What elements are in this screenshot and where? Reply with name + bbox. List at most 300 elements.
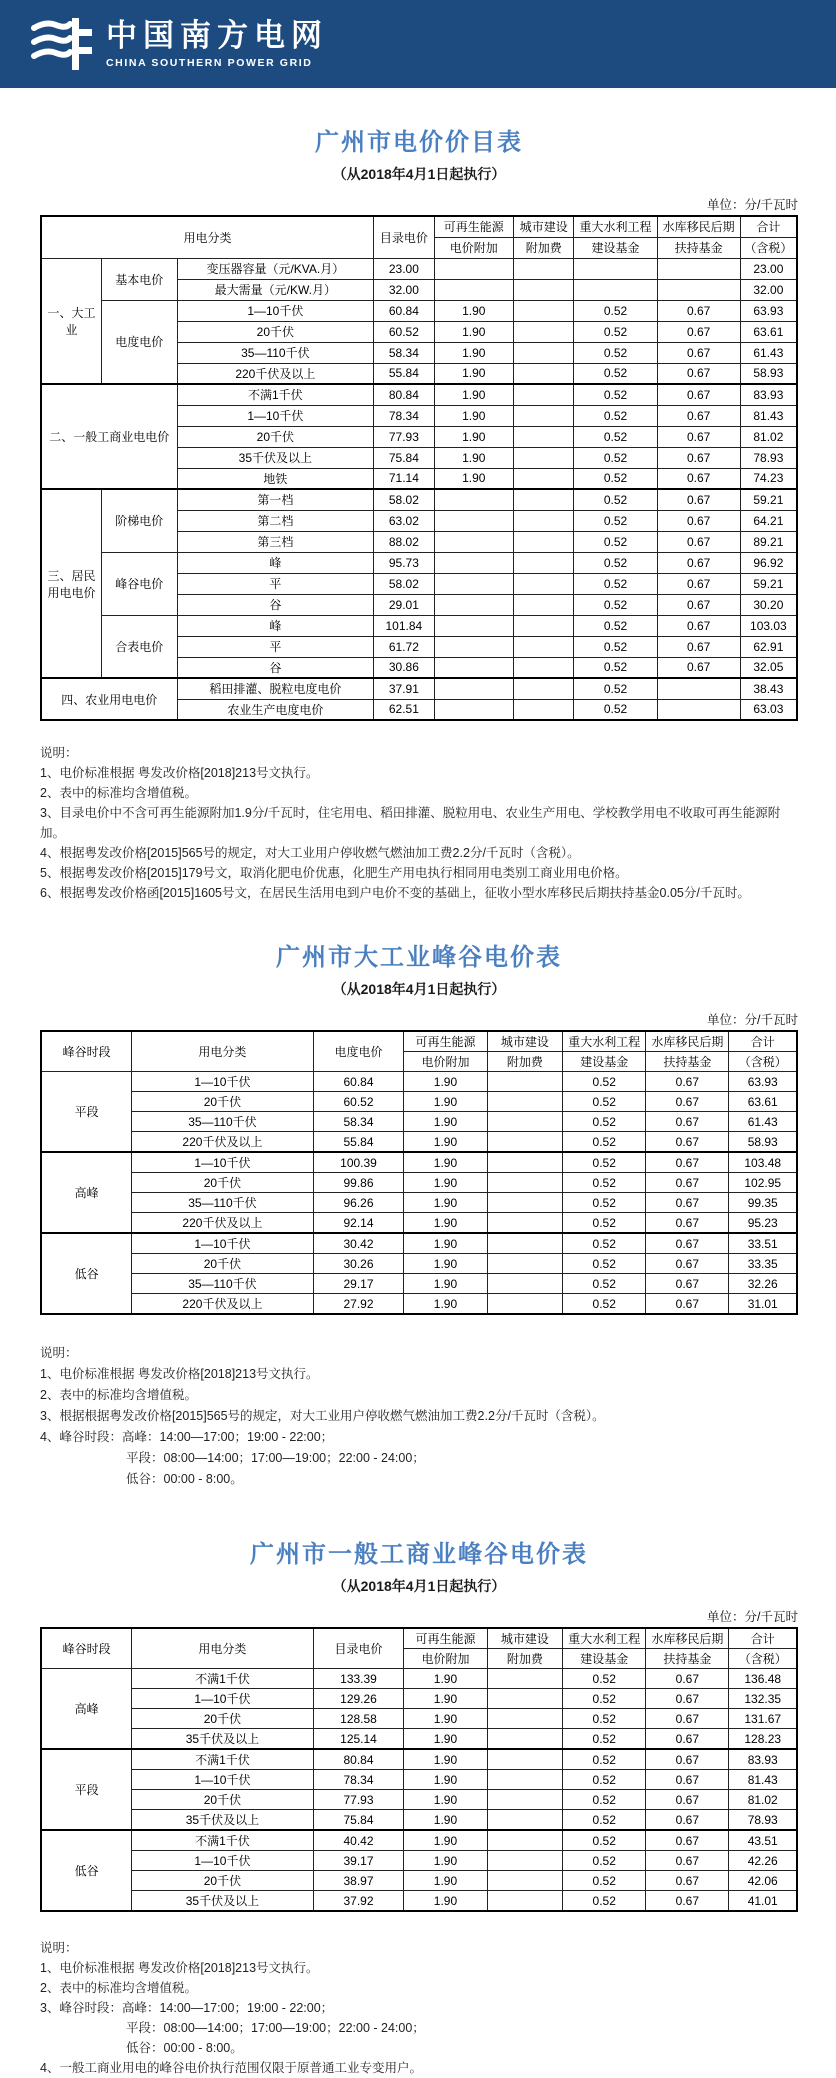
- cell: 0.52: [563, 1770, 646, 1790]
- header-cell: 用电分类: [41, 216, 374, 258]
- cell: [513, 426, 573, 447]
- table-row: [41, 678, 797, 699]
- price-table: [40, 1030, 798, 1315]
- price-table: [40, 1627, 798, 1912]
- cell: 0.52: [563, 1709, 646, 1729]
- cell: 23.00: [740, 258, 797, 279]
- table-row: [41, 1689, 797, 1709]
- cell: 0.52: [574, 468, 657, 489]
- cell: 0.52: [563, 1152, 646, 1173]
- cell: [434, 258, 513, 279]
- note-item: 3、根据根据粤发改价格[2015]565号的规定，对大工业用户停收燃气燃油加工费2.2分/千瓦时（含税）。: [40, 1409, 605, 1423]
- header-cell: 可再生能源: [404, 1628, 487, 1649]
- note-item: 4、根据粤发改价格[2015]565号的规定，对大工业用户停收燃气燃油加工费2.2分/千瓦时（含税）。: [40, 846, 580, 860]
- header-cell: 水库移民后期: [646, 1031, 729, 1052]
- cell: 0.52: [574, 321, 657, 342]
- cell: 峰谷电价: [101, 552, 177, 615]
- cell: [513, 699, 573, 720]
- cell: [487, 1213, 563, 1234]
- note-subline: 低谷：00:00 - 8:00。: [126, 2041, 243, 2055]
- cell: 0.67: [657, 363, 740, 384]
- header-cell: 附加费: [487, 1052, 563, 1072]
- cell: 131.67: [729, 1709, 797, 1729]
- cell: 1.90: [434, 321, 513, 342]
- cell: 60.52: [374, 321, 434, 342]
- table-row: [41, 1132, 797, 1153]
- cell: [513, 573, 573, 594]
- cell: 55.84: [313, 1132, 404, 1153]
- cell: [434, 657, 513, 678]
- header-cell: 水库移民后期: [657, 216, 740, 237]
- cell: 0.52: [574, 573, 657, 594]
- table-row: [41, 1669, 797, 1689]
- table-header-row: [41, 1031, 797, 1052]
- cell: 78.34: [313, 1770, 404, 1790]
- cell: 平段: [41, 1072, 132, 1153]
- cell: 83.93: [740, 384, 797, 405]
- cell: [513, 510, 573, 531]
- cell: 不满1千伏: [132, 1669, 313, 1689]
- note-item: 2、表中的标准均含增值税。: [40, 1981, 197, 1995]
- cell: [434, 636, 513, 657]
- cell: 0.67: [646, 1871, 729, 1891]
- cell: [487, 1689, 563, 1709]
- cell: 35—110千伏: [132, 1193, 313, 1213]
- cell: 0.67: [657, 321, 740, 342]
- notes-heading: 说明：: [40, 1941, 78, 1955]
- cell: 61.43: [729, 1112, 797, 1132]
- cell: 35千伏及以上: [177, 447, 374, 468]
- cell: 0.67: [657, 405, 740, 426]
- header-cell: 重大水利工程: [563, 1031, 646, 1052]
- cell: 39.17: [313, 1851, 404, 1871]
- cell: 29.17: [313, 1274, 404, 1294]
- cell: 0.67: [646, 1790, 729, 1810]
- cell: 81.43: [729, 1770, 797, 1790]
- table-row: [41, 300, 797, 321]
- cell: [487, 1173, 563, 1193]
- table-row: [41, 1830, 797, 1851]
- unit-label: 单位：分/千瓦时: [707, 1013, 798, 1027]
- cell: [434, 510, 513, 531]
- cell: 0.52: [574, 615, 657, 636]
- cell: [434, 279, 513, 300]
- table-row: [41, 384, 797, 405]
- cell: 128.58: [313, 1709, 404, 1729]
- cell: 132.35: [729, 1689, 797, 1709]
- header-cell: 电价附加: [434, 237, 513, 258]
- cell: [487, 1112, 563, 1132]
- note-item: 1、电价标准根据 粤发改价格[2018]213号文执行。: [40, 1961, 319, 1975]
- cell: 81.02: [729, 1790, 797, 1810]
- cell: 20千伏: [177, 426, 374, 447]
- cell: 96.92: [740, 552, 797, 573]
- cell: 1.90: [404, 1132, 487, 1153]
- table-header-row: [41, 216, 797, 237]
- header-cell: 电价附加: [404, 1052, 487, 1072]
- cell: [487, 1254, 563, 1274]
- cell: 基本电价: [101, 258, 177, 300]
- cell: [513, 594, 573, 615]
- table-row: [41, 1871, 797, 1891]
- header-cell: 城市建设: [487, 1628, 563, 1649]
- table-row: [41, 1213, 797, 1234]
- cell: 1.90: [404, 1274, 487, 1294]
- cell: 30.20: [740, 594, 797, 615]
- cell: 62.91: [740, 636, 797, 657]
- cell: 1.90: [404, 1790, 487, 1810]
- table-row: [41, 1770, 797, 1790]
- table-row: [41, 1254, 797, 1274]
- cell: [434, 489, 513, 510]
- header-cell: 扶持基金: [657, 237, 740, 258]
- cell: 58.02: [374, 573, 434, 594]
- cell: 220千伏及以上: [132, 1132, 313, 1153]
- cell: 20千伏: [132, 1790, 313, 1810]
- note-item: 2、表中的标准均含增值税。: [40, 1388, 197, 1402]
- cell: [487, 1891, 563, 1912]
- cell: 1.90: [404, 1152, 487, 1173]
- cell: 0.52: [563, 1689, 646, 1709]
- cell: 37.92: [313, 1891, 404, 1912]
- cell: [487, 1790, 563, 1810]
- cell: 平: [177, 573, 374, 594]
- cell: 220千伏及以上: [132, 1213, 313, 1234]
- cell: [434, 573, 513, 594]
- cell: 0.67: [646, 1709, 729, 1729]
- header-cell: 电度电价: [313, 1031, 404, 1072]
- table-row: [41, 489, 797, 510]
- cell: 63.61: [740, 321, 797, 342]
- cell: [487, 1810, 563, 1831]
- cell: [487, 1274, 563, 1294]
- cell: [434, 678, 513, 699]
- cell: 1.90: [404, 1709, 487, 1729]
- note-item: 3、峰谷时段：高峰：14:00—17:00；19:00 - 22:00；: [40, 2001, 334, 2015]
- cell: 80.84: [313, 1749, 404, 1770]
- cell: 220千伏及以上: [177, 363, 374, 384]
- header-cell: 城市建设: [513, 216, 573, 237]
- cell: 77.93: [374, 426, 434, 447]
- cell: 63.93: [740, 300, 797, 321]
- table-row: [41, 552, 797, 573]
- header-cell: 目录电价: [313, 1628, 404, 1669]
- brand-block: [106, 19, 328, 68]
- cell: 59.21: [740, 489, 797, 510]
- cell: 0.52: [574, 657, 657, 678]
- cell: 1.90: [404, 1254, 487, 1274]
- cell: [487, 1193, 563, 1213]
- note-item: 1、电价标准根据 粤发改价格[2018]213号文执行。: [40, 766, 319, 780]
- cell: 1.90: [434, 468, 513, 489]
- cell: 101.84: [374, 615, 434, 636]
- cell: 77.93: [313, 1790, 404, 1810]
- cell: 农业生产电度电价: [177, 699, 374, 720]
- cell: 75.84: [313, 1810, 404, 1831]
- cell: [487, 1294, 563, 1315]
- table-row: [41, 1173, 797, 1193]
- cell: 0.52: [574, 426, 657, 447]
- cell: 83.93: [729, 1749, 797, 1770]
- cell: [657, 699, 740, 720]
- cell: 0.67: [646, 1233, 729, 1254]
- section-price-list: [40, 122, 798, 903]
- cell: 0.67: [646, 1830, 729, 1851]
- cell: 1.90: [434, 426, 513, 447]
- header-cell: （含税）: [729, 1052, 797, 1072]
- cell: 1.90: [404, 1092, 487, 1112]
- cell: 0.52: [563, 1254, 646, 1274]
- cell: 高峰: [41, 1669, 132, 1750]
- notes-block: [40, 1343, 798, 1490]
- note-item: 5、根据粤发改价格[2015]179号文，取消化肥电价优惠，化肥生产用电执行相同用电类别工商业用电价格。: [40, 866, 628, 880]
- page-content: [0, 122, 836, 2078]
- header-cell: 重大水利工程: [563, 1628, 646, 1649]
- cell: 35—110千伏: [177, 342, 374, 363]
- cell: 103.48: [729, 1152, 797, 1173]
- table-row: [41, 1152, 797, 1173]
- cell: 220千伏及以上: [132, 1294, 313, 1315]
- cell: 58.34: [313, 1112, 404, 1132]
- cell: 0.52: [563, 1072, 646, 1092]
- cell: 63.93: [729, 1072, 797, 1092]
- cell: 80.84: [374, 384, 434, 405]
- cell: 1—10千伏: [132, 1233, 313, 1254]
- cell: 0.67: [657, 342, 740, 363]
- note-item: 3、目录电价中不含可再生能源附加1.9分/千瓦时，住宅用电、稻田排灌、脱粒用电、农业生产用电、学校教学用电不收取可再生能源附加。: [40, 806, 781, 840]
- cell: 峰: [177, 615, 374, 636]
- cell: 89.21: [740, 531, 797, 552]
- cell: [487, 1729, 563, 1750]
- cell: 0.67: [657, 573, 740, 594]
- cell: 电度电价: [101, 300, 177, 384]
- cell: 63.02: [374, 510, 434, 531]
- cell: 78.93: [740, 447, 797, 468]
- cell: 74.23: [740, 468, 797, 489]
- cell: 30.26: [313, 1254, 404, 1274]
- cell: 1—10千伏: [132, 1770, 313, 1790]
- table-row: [41, 1233, 797, 1254]
- header-cell: 建设基金: [574, 237, 657, 258]
- cell: [487, 1669, 563, 1689]
- cell: 102.95: [729, 1173, 797, 1193]
- cell: 0.52: [574, 636, 657, 657]
- cell: 1.90: [404, 1810, 487, 1831]
- cell: 1.90: [434, 363, 513, 384]
- effective-date: （从2018年4月1日起执行）: [332, 1578, 506, 1594]
- cell: 第一档: [177, 489, 374, 510]
- notes-block: [40, 1938, 798, 2078]
- cell: 60.84: [374, 300, 434, 321]
- cell: 0.52: [574, 678, 657, 699]
- cell: 0.67: [657, 426, 740, 447]
- cell: [487, 1851, 563, 1871]
- cell: 0.67: [646, 1689, 729, 1709]
- table-row: [41, 1810, 797, 1831]
- cell: 100.39: [313, 1152, 404, 1173]
- cell: 103.03: [740, 615, 797, 636]
- cell: 1—10千伏: [132, 1152, 313, 1173]
- cell: 1.90: [404, 1294, 487, 1315]
- cell: 第二档: [177, 510, 374, 531]
- cell: [513, 363, 573, 384]
- price-table-host: [40, 215, 798, 721]
- cell: 58.93: [740, 363, 797, 384]
- header-cell: 重大水利工程: [574, 216, 657, 237]
- cell: 一、大工业: [41, 258, 101, 384]
- cell: 0.52: [563, 1669, 646, 1689]
- cell: 峰: [177, 552, 374, 573]
- header-cell: 可再生能源: [404, 1031, 487, 1052]
- cell: 96.26: [313, 1193, 404, 1213]
- cell: 0.52: [563, 1749, 646, 1770]
- cell: 63.61: [729, 1092, 797, 1112]
- cell: [513, 405, 573, 426]
- cell: [487, 1709, 563, 1729]
- cell: [434, 594, 513, 615]
- header-cell: 附加费: [513, 237, 573, 258]
- note-item: 2、表中的标准均含增值税。: [40, 786, 197, 800]
- cell: 23.00: [374, 258, 434, 279]
- cell: 33.35: [729, 1254, 797, 1274]
- cell: 0.52: [574, 300, 657, 321]
- header-cell: 用电分类: [132, 1031, 313, 1072]
- notes-heading: 说明：: [40, 1346, 78, 1360]
- cell: 30.42: [313, 1233, 404, 1254]
- note-item: 6、根据粤发改价格函[2015]1605号文，在居民生活用电到户电价不变的基础上，征收小型水库移民后期扶持基金0.05分/千瓦时。: [40, 886, 750, 900]
- cell: 1.90: [404, 1213, 487, 1234]
- cell: [487, 1092, 563, 1112]
- cell: 0.67: [646, 1851, 729, 1871]
- section-large-industry-peak-valley: [40, 937, 798, 1490]
- note-subline: 平段：08:00—14:00；17:00—19:00；22:00 - 24:00；: [126, 2021, 425, 2035]
- cell: 0.67: [657, 384, 740, 405]
- cell: 0.67: [657, 447, 740, 468]
- price-table-host: [40, 1627, 798, 1912]
- cell: 0.67: [646, 1072, 729, 1092]
- cell: 0.67: [646, 1669, 729, 1689]
- cell: 0.52: [574, 699, 657, 720]
- effective-date: （从2018年4月1日起执行）: [332, 166, 506, 182]
- cell: 38.97: [313, 1871, 404, 1891]
- cell: 42.26: [729, 1851, 797, 1871]
- cell: 42.06: [729, 1871, 797, 1891]
- table-row: [41, 1112, 797, 1132]
- cell: [513, 615, 573, 636]
- cell: 62.51: [374, 699, 434, 720]
- cell: 43.51: [729, 1830, 797, 1851]
- cell: 71.14: [374, 468, 434, 489]
- cell: 1.90: [404, 1233, 487, 1254]
- note-item: 4、峰谷时段：高峰：14:00—17:00；19:00 - 22:00；: [40, 1430, 334, 1444]
- cell: [487, 1233, 563, 1254]
- csg-logo-icon: [30, 15, 94, 73]
- cell: 1.90: [404, 1749, 487, 1770]
- cell: 78.93: [729, 1810, 797, 1831]
- cell: 20千伏: [132, 1871, 313, 1891]
- header-cell: （含税）: [740, 237, 797, 258]
- header-cell: （含税）: [729, 1649, 797, 1669]
- note-subline: 低谷：00:00 - 8:00。: [126, 1472, 243, 1486]
- cell: [513, 489, 573, 510]
- header-cell: 水库移民后期: [646, 1628, 729, 1649]
- cell: 0.67: [646, 1274, 729, 1294]
- cell: 92.14: [313, 1213, 404, 1234]
- cell: 32.05: [740, 657, 797, 678]
- table-row: [41, 1749, 797, 1770]
- table-row: [41, 1092, 797, 1112]
- cell: 0.52: [563, 1213, 646, 1234]
- cell: 0.67: [646, 1173, 729, 1193]
- cell: 0.52: [563, 1810, 646, 1831]
- cell: 0.67: [646, 1193, 729, 1213]
- cell: [487, 1871, 563, 1891]
- notes-heading: 说明：: [40, 746, 78, 760]
- cell: 0.52: [563, 1891, 646, 1912]
- header-cell: 扶持基金: [646, 1649, 729, 1669]
- cell: 谷: [177, 594, 374, 615]
- header-cell: 城市建设: [487, 1031, 563, 1052]
- cell: [487, 1152, 563, 1173]
- cell: 99.86: [313, 1173, 404, 1193]
- cell: 0.67: [657, 489, 740, 510]
- cell: 75.84: [374, 447, 434, 468]
- cell: 1.90: [404, 1173, 487, 1193]
- cell: 0.67: [646, 1132, 729, 1153]
- table-row: [41, 1294, 797, 1315]
- table-row: [41, 1790, 797, 1810]
- table-row: [41, 1072, 797, 1092]
- cell: 58.34: [374, 342, 434, 363]
- cell: 0.52: [563, 1173, 646, 1193]
- cell: 0.52: [563, 1274, 646, 1294]
- cell: 低谷: [41, 1233, 132, 1314]
- cell: 1.90: [434, 342, 513, 363]
- table-row: [41, 258, 797, 279]
- cell: 20千伏: [132, 1173, 313, 1193]
- cell: 高峰: [41, 1152, 132, 1233]
- cell: 35千伏及以上: [132, 1891, 313, 1912]
- cell: 35千伏及以上: [132, 1810, 313, 1831]
- cell: [513, 279, 573, 300]
- cell: 78.34: [374, 405, 434, 426]
- cell: 1—10千伏: [132, 1072, 313, 1092]
- cell: 1.90: [404, 1851, 487, 1871]
- cell: 0.67: [646, 1112, 729, 1132]
- cell: 81.43: [740, 405, 797, 426]
- cell: 0.52: [563, 1233, 646, 1254]
- cell: 20千伏: [177, 321, 374, 342]
- cell: 0.52: [574, 489, 657, 510]
- cell: 1.90: [434, 405, 513, 426]
- cell: [487, 1770, 563, 1790]
- cell: [657, 678, 740, 699]
- cell: [487, 1072, 563, 1092]
- cell: 0.67: [646, 1254, 729, 1274]
- cell: 128.23: [729, 1729, 797, 1750]
- cell: [434, 552, 513, 573]
- table-row: [41, 1891, 797, 1912]
- table-row: [41, 1729, 797, 1750]
- cell: 60.84: [313, 1072, 404, 1092]
- cell: 1.90: [434, 447, 513, 468]
- cell: 0.52: [563, 1132, 646, 1153]
- cell: [434, 615, 513, 636]
- cell: 37.91: [374, 678, 434, 699]
- cell: [513, 552, 573, 573]
- cell: 第三档: [177, 531, 374, 552]
- cell: 不满1千伏: [132, 1830, 313, 1851]
